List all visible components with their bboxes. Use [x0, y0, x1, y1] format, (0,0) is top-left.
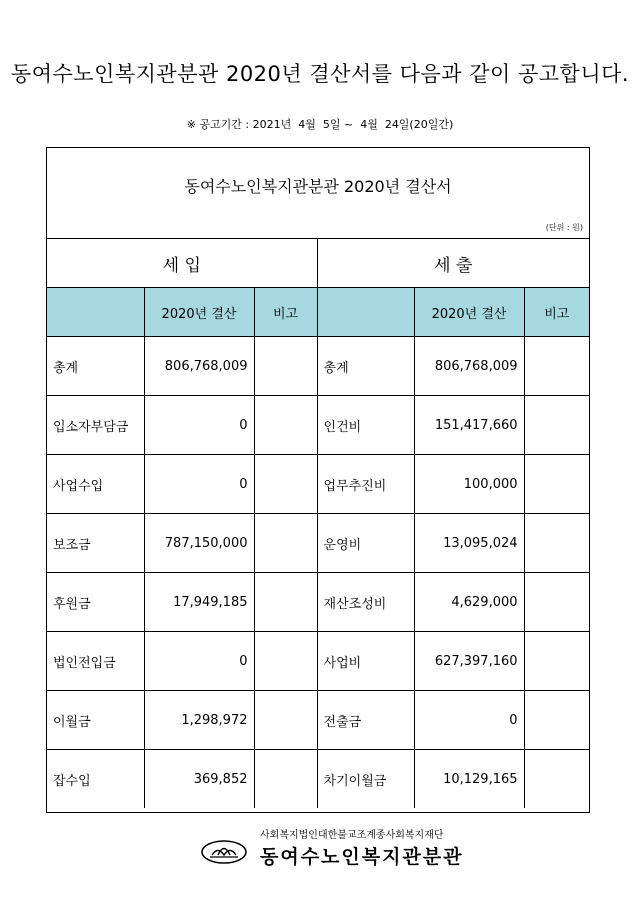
- expense-amount-cell: 13,095,024: [414, 514, 524, 573]
- expense-amount-cell: 806,768,009: [414, 337, 524, 396]
- income-note-cell: [254, 455, 317, 514]
- income-amount-cell: 806,768,009: [144, 337, 254, 396]
- expense-item-cell: 차기이월금: [317, 750, 414, 809]
- settlement-table: [47, 238, 589, 808]
- income-note-cell: [254, 750, 317, 809]
- expense-amount-cell: 0: [414, 691, 524, 750]
- expense-item-cell: 운영비: [317, 514, 414, 573]
- expense-item-header: [317, 288, 414, 337]
- expense-item-cell: 재산조성비: [317, 573, 414, 632]
- expense-item-cell: 사업비: [317, 632, 414, 691]
- income-item-cell: 잡수입: [47, 750, 144, 809]
- income-amount-cell: 17,949,185: [144, 573, 254, 632]
- income-note-cell: [254, 514, 317, 573]
- expense-section-header: 세 출: [317, 239, 589, 288]
- expense-note-cell: [524, 691, 589, 750]
- income-item-cell: 입소자부담금: [47, 396, 144, 455]
- income-item-header: [47, 288, 144, 337]
- expense-note-cell: [524, 514, 589, 573]
- income-amount-cell: 1,298,972: [144, 691, 254, 750]
- foundation-name: 사회복지법인대한불교조계종사회복지재단: [260, 830, 444, 841]
- income-section-header: 세 입: [47, 239, 317, 288]
- income-item-cell: 이월금: [47, 691, 144, 750]
- income-note-cell: [254, 691, 317, 750]
- settlement-table-frame: [46, 147, 590, 813]
- expense-note-cell: [524, 573, 589, 632]
- expense-item-cell: 총계: [317, 337, 414, 396]
- table-title: 동여수노인복지관분관 2020년 결산서: [184, 177, 452, 196]
- income-item-cell: 사업수입: [47, 455, 144, 514]
- column-header-row: [47, 288, 589, 337]
- table-row: [47, 337, 589, 396]
- expense-note-header: 비고: [524, 288, 589, 337]
- organization-name: 동여수노인복지관분관: [260, 846, 464, 868]
- income-note-cell: [254, 396, 317, 455]
- expense-note-cell: [524, 750, 589, 809]
- notice-period: ※ 공고기간 : 2021년 4월 5일 ~ 4월 24일(20일간): [186, 118, 454, 131]
- table-title-area: [47, 148, 589, 238]
- section-header-row: [47, 239, 589, 288]
- income-item-cell: 보조금: [47, 514, 144, 573]
- income-amount-cell: 369,852: [144, 750, 254, 809]
- income-amount-cell: 0: [144, 396, 254, 455]
- expense-note-cell: [524, 396, 589, 455]
- income-item-cell: 법인전입금: [47, 632, 144, 691]
- table-row: [47, 632, 589, 691]
- expense-amount-cell: 151,417,660: [414, 396, 524, 455]
- lotus-logo-icon: [200, 838, 248, 866]
- footer: [200, 826, 500, 874]
- table-row: [47, 691, 589, 750]
- unit-label: (단위 : 원): [545, 223, 583, 232]
- expense-amount-cell: 100,000: [414, 455, 524, 514]
- income-note-header: 비고: [254, 288, 317, 337]
- expense-amount-cell: 627,397,160: [414, 632, 524, 691]
- income-note-cell: [254, 337, 317, 396]
- table-row: [47, 750, 589, 809]
- expense-item-cell: 인건비: [317, 396, 414, 455]
- expense-amount-cell: 4,629,000: [414, 573, 524, 632]
- income-note-cell: [254, 632, 317, 691]
- expense-note-cell: [524, 632, 589, 691]
- table-row: [47, 455, 589, 514]
- expense-note-cell: [524, 337, 589, 396]
- expense-note-cell: [524, 455, 589, 514]
- notice-headline: 동여수노인복지관분관 2020년 결산서를 다음과 같이 공고합니다.: [10, 62, 630, 86]
- income-amount-cell: 787,150,000: [144, 514, 254, 573]
- expense-item-cell: 전출금: [317, 691, 414, 750]
- income-item-cell: 총계: [47, 337, 144, 396]
- income-note-cell: [254, 573, 317, 632]
- income-amount-cell: 0: [144, 632, 254, 691]
- expense-amount-header: 2020년 결산: [414, 288, 524, 337]
- table-row: [47, 514, 589, 573]
- expense-amount-cell: 10,129,165: [414, 750, 524, 809]
- table-row: [47, 396, 589, 455]
- income-item-cell: 후원금: [47, 573, 144, 632]
- income-amount-cell: 0: [144, 455, 254, 514]
- expense-item-cell: 업무추진비: [317, 455, 414, 514]
- table-row: [47, 573, 589, 632]
- income-amount-header: 2020년 결산: [144, 288, 254, 337]
